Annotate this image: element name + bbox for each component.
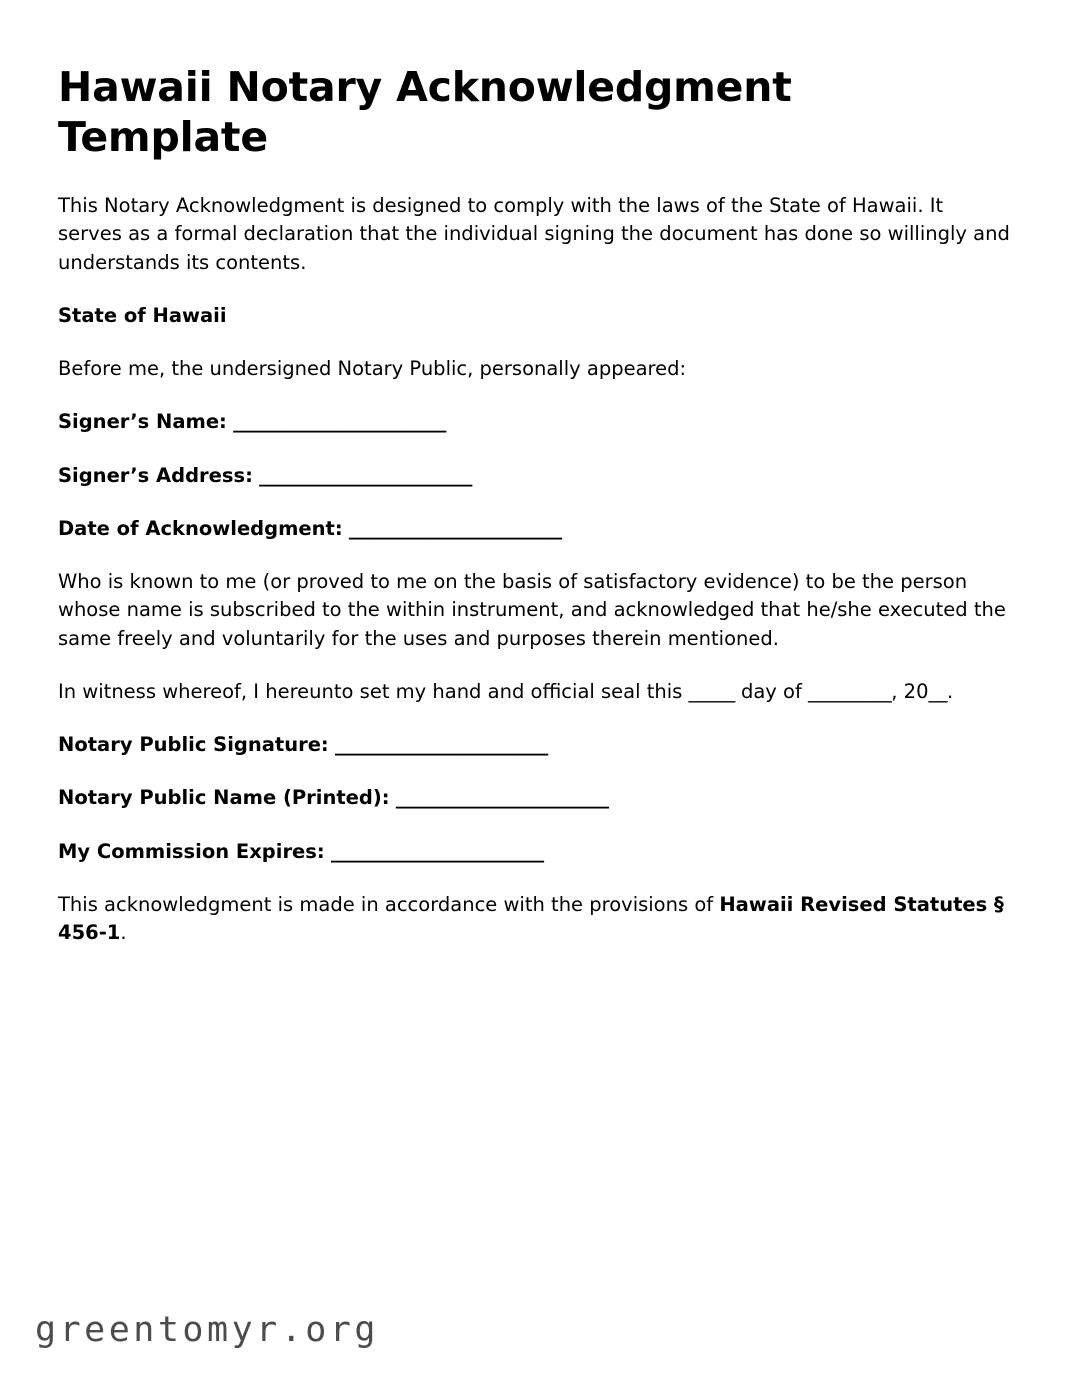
field-blank-date-of-acknowledgment[interactable]: _______________________	[348, 516, 562, 540]
field-label-date-of-acknowledgment: Date of Acknowledgment:	[58, 516, 343, 540]
field-blank-notary-signature[interactable]: _______________________	[334, 733, 548, 757]
site-watermark: greentomyr.org	[35, 1310, 380, 1350]
field-label-signers-address: Signer’s Address:	[58, 463, 253, 487]
field-blank-signers-address[interactable]: _______________________	[259, 463, 472, 487]
field-notary-signature	[58, 731, 1013, 759]
witness-blank-year[interactable]: __	[928, 679, 947, 703]
field-label-notary-name-printed: Notary Public Name (Printed):	[58, 786, 390, 810]
field-date-of-acknowledgment	[58, 515, 1013, 543]
field-label-notary-signature: Notary Public Signature:	[58, 733, 329, 757]
field-signers-name	[58, 408, 1013, 436]
document-content	[58, 62, 1013, 973]
witness-text-part-2: day of	[734, 679, 809, 703]
witness-text-part-1: In witness whereof, I hereunto set my hand and official seal this	[58, 679, 689, 703]
witness-blank-month[interactable]: _________	[808, 679, 892, 703]
witness-blank-day[interactable]: _____	[688, 679, 735, 703]
statute-reference: Hawaii Revised Statutes § 456-1	[58, 893, 1004, 945]
intro-paragraph: This Notary Acknowledgment is designed to comply with the laws of the State of Hawaii. It serves as a formal declaration that the individual signing the document has done so willingly and understands its contents.	[58, 194, 1010, 274]
field-blank-signers-name[interactable]: _______________________	[233, 410, 446, 434]
closing-prefix: This acknowledgment is made in accordance with the provisions of	[58, 893, 720, 917]
field-notary-name-printed	[58, 784, 1013, 812]
known-to-me-paragraph: Who is known to me (or proved to me on the basis of satisfactory evidence) to be the person whose name is subscribed to the within instrument, and acknowledged that he/she executed the same freely and voluntarily for the uses and purposes therein mentioned.	[58, 570, 1006, 650]
witness-text-part-4: .	[947, 679, 954, 703]
field-signers-address	[58, 462, 1013, 490]
before-me-paragraph: Before me, the undersigned Notary Public, personally appeared:	[58, 357, 687, 381]
field-blank-notary-name-printed[interactable]: _______________________	[395, 786, 609, 810]
field-commission-expires	[58, 838, 1013, 866]
closing-suffix: .	[120, 921, 127, 945]
field-label-commission-expires: My Commission Expires:	[58, 839, 325, 863]
page-title: Hawaii Notary Acknowledgment Template	[58, 63, 792, 162]
witness-paragraph	[58, 678, 1013, 706]
field-label-signers-name: Signer’s Name:	[58, 410, 227, 434]
closing-paragraph	[58, 891, 1013, 948]
witness-text-part-3: , 20	[891, 679, 929, 703]
field-blank-commission-expires[interactable]: _______________________	[330, 839, 544, 863]
state-heading: State of Hawaii	[58, 303, 227, 327]
